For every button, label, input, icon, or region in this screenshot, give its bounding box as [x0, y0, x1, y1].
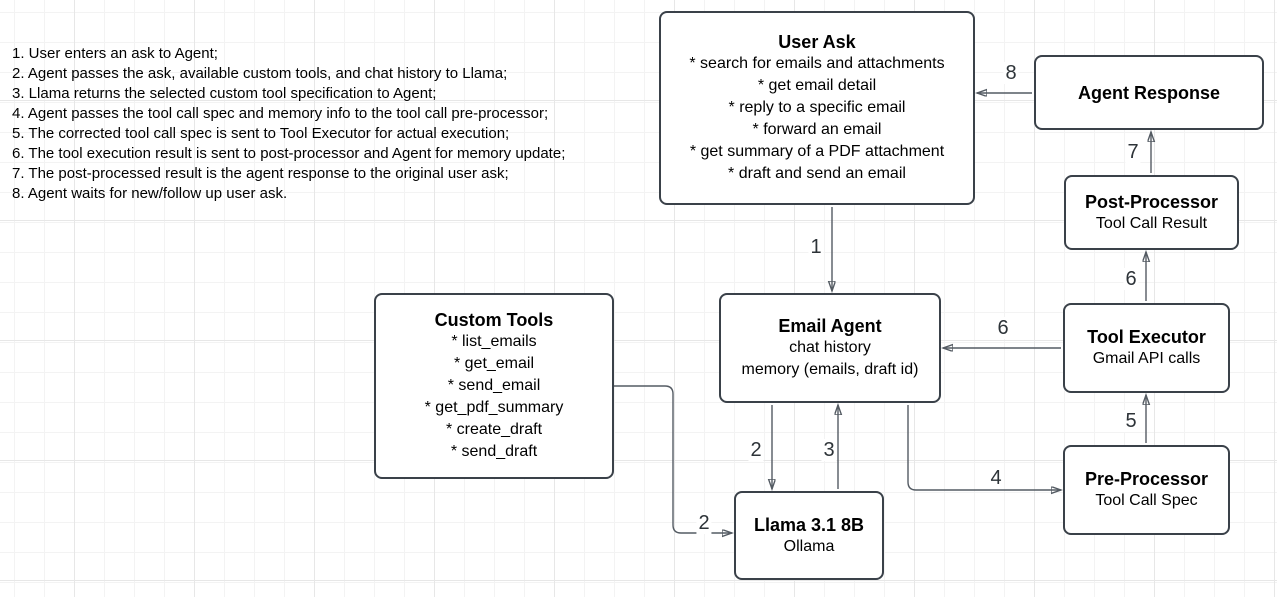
edge-label-step1: 1: [810, 236, 822, 258]
node-pre-processor-line: Tool Call Spec: [1095, 492, 1198, 509]
node-tool-executor-line: Gmail API calls: [1092, 350, 1201, 367]
node-custom-tools[interactable]: [374, 293, 614, 479]
node-user-ask-line: * get summary of a PDF attachment: [689, 143, 945, 160]
node-post-processor[interactable]: [1064, 175, 1239, 250]
node-llama-title: Llama 3.1 8B: [753, 514, 865, 535]
node-custom-tools-title: Custom Tools: [434, 310, 554, 330]
node-custom-tools-line: * send_draft: [450, 443, 538, 460]
node-agent-response[interactable]: [1034, 55, 1264, 130]
edge-label-step4: 4: [990, 467, 1002, 489]
node-pre-processor[interactable]: [1063, 445, 1230, 535]
edge-label-step2-tools: 2: [698, 512, 710, 534]
node-email-agent-line: chat history: [789, 339, 871, 356]
node-custom-tools-line: * get_email: [453, 355, 535, 372]
node-user-ask-line: * draft and send an email: [728, 165, 906, 182]
node-pre-processor-title: Pre-Processor: [1084, 469, 1209, 489]
node-tool-executor[interactable]: [1063, 303, 1230, 393]
node-email-agent-title: Email Agent: [778, 316, 882, 336]
node-llama[interactable]: [734, 491, 884, 580]
node-user-ask-line: * forward an email: [752, 121, 882, 138]
edge-label-step3: 3: [823, 439, 835, 461]
node-post-processor-title: Post-Processor: [1084, 191, 1219, 212]
node-user-ask-line: * reply to a specific email: [728, 99, 906, 116]
node-email-agent-line: memory (emails, draft id): [741, 361, 919, 378]
node-agent-response-title: Agent Response: [1077, 82, 1221, 103]
edge-label-step7: 7: [1127, 141, 1139, 163]
node-user-ask-line: * search for emails and attachments: [689, 55, 945, 72]
node-user-ask[interactable]: [659, 11, 975, 205]
node-tool-executor-title: Tool Executor: [1087, 327, 1206, 347]
node-llama-line: Ollama: [783, 537, 835, 555]
edge-label-step8: 8: [1005, 62, 1017, 84]
edge-label-step2-agent: 2: [750, 439, 762, 461]
edge-label-step6-to-post: 6: [1125, 268, 1137, 290]
legend-item: 8. Agent waits for new/follow up user ask.: [12, 185, 288, 202]
edge-label-step5: 5: [1125, 410, 1137, 432]
node-user-ask-title: User Ask: [778, 32, 856, 52]
legend-item: 1. User enters an ask to Agent;: [12, 45, 218, 62]
node-custom-tools-line: * create_draft: [445, 421, 543, 438]
legend-item: 4. Agent passes the tool call spec and memory info to the tool call pre-processor;: [12, 105, 549, 122]
node-post-processor-line: Tool Call Result: [1095, 214, 1208, 232]
legend-item: 6. The tool execution result is sent to post-processor and Agent for memory update;: [12, 145, 566, 162]
edge-label-step6-to-agent: 6: [997, 317, 1009, 339]
legend-item: 7. The post-processed result is the agent response to the original user ask;: [12, 165, 509, 182]
legend-item: 2. Agent passes the ask, available custom tools, and chat history to Llama;: [12, 65, 508, 82]
edge-step4-emailagent-to-preprocessor[interactable]: [908, 405, 1061, 490]
legend-item: 3. Llama returns the selected custom tool specification to Agent;: [12, 85, 437, 102]
legend-item: 5. The corrected tool call spec is sent to Tool Executor for actual execution;: [12, 125, 510, 142]
node-email-agent[interactable]: [719, 293, 941, 403]
node-custom-tools-line: * list_emails: [451, 333, 537, 350]
node-custom-tools-line: * send_email: [447, 377, 541, 394]
node-user-ask-line: * get email detail: [757, 77, 877, 94]
edge-step2-customtools-to-llama[interactable]: [614, 386, 732, 533]
node-custom-tools-line: * get_pdf_summary: [424, 399, 564, 416]
